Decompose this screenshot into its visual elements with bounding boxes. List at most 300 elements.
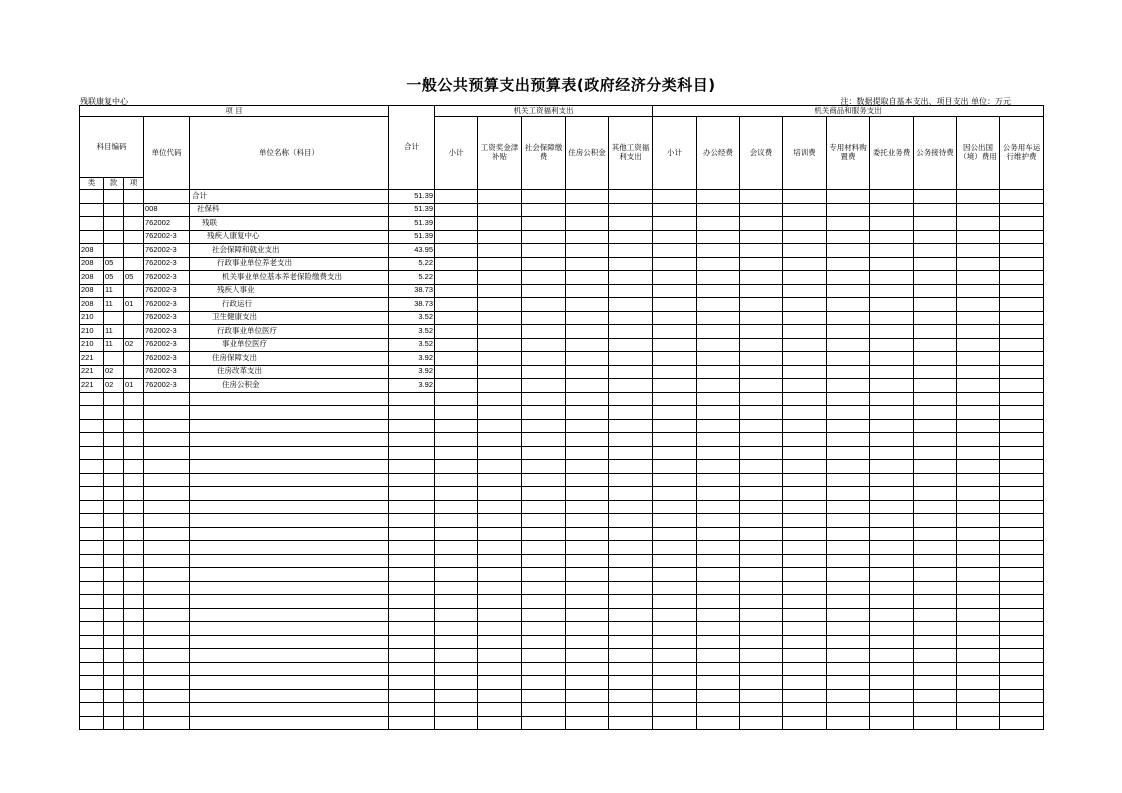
empty-cell (697, 271, 740, 285)
empty-cell (144, 568, 190, 582)
empty-cell (914, 676, 957, 690)
empty-cell (740, 311, 783, 325)
empty-cell (609, 460, 653, 474)
empty-cell (522, 419, 566, 433)
empty-cell (124, 392, 144, 406)
empty-cell (783, 433, 827, 447)
code-xiang: 05 (124, 271, 144, 285)
empty-cell (435, 554, 478, 568)
empty-cell (144, 419, 190, 433)
empty-cell (124, 635, 144, 649)
header-salary-wages: 工资奖金津补贴 (478, 117, 522, 190)
empty-cell (389, 541, 435, 555)
empty-cell (697, 365, 740, 379)
empty-cell (566, 352, 609, 366)
total-cell: 51.39 (389, 203, 435, 217)
empty-cell (478, 190, 522, 204)
empty-cell (80, 514, 104, 528)
empty-cell (1000, 527, 1044, 541)
empty-cell (80, 500, 104, 514)
empty-cell (697, 460, 740, 474)
empty-cell (566, 365, 609, 379)
empty-cell (435, 460, 478, 474)
table-row (80, 325, 1044, 339)
empty-cell (697, 527, 740, 541)
empty-cell (783, 622, 827, 636)
empty-cell (1000, 338, 1044, 352)
empty-cell (870, 392, 914, 406)
code-kuan: 11 (104, 325, 124, 339)
empty-cell (827, 338, 870, 352)
empty-cell (957, 622, 1000, 636)
unit-name-cell: 行政运行 (190, 298, 389, 312)
empty-cell (653, 365, 697, 379)
table-row (80, 257, 1044, 271)
empty-cell (957, 676, 1000, 690)
empty-cell (653, 649, 697, 663)
empty-cell (914, 365, 957, 379)
empty-cell (389, 595, 435, 609)
empty-cell (478, 406, 522, 420)
empty-cell (190, 581, 389, 595)
empty-cell (435, 257, 478, 271)
empty-cell (957, 649, 1000, 663)
empty-cell (957, 689, 1000, 703)
empty-cell (435, 365, 478, 379)
empty-cell (783, 338, 827, 352)
empty-cell (144, 716, 190, 730)
empty-cell (190, 514, 389, 528)
empty-cell (1000, 581, 1044, 595)
empty-cell (870, 190, 914, 204)
empty-cell (740, 419, 783, 433)
empty-cell (1000, 257, 1044, 271)
empty-cell (1000, 325, 1044, 339)
empty-cell (144, 662, 190, 676)
empty-cell (697, 622, 740, 636)
empty-cell (389, 460, 435, 474)
empty-cell (144, 392, 190, 406)
empty-cell (653, 608, 697, 622)
empty-cell (697, 689, 740, 703)
empty-cell (478, 311, 522, 325)
code-kuan: 02 (104, 365, 124, 379)
empty-cell (914, 635, 957, 649)
empty-cell (609, 217, 653, 231)
empty-cell (609, 284, 653, 298)
empty-cell (653, 662, 697, 676)
empty-cell (827, 190, 870, 204)
empty-cell (870, 433, 914, 447)
empty-cell (522, 190, 566, 204)
empty-cell (1000, 352, 1044, 366)
empty-cell (1000, 622, 1044, 636)
unit-note: 注：数据提取自基本支出、项目支出 单位：万元 (840, 97, 1011, 106)
header-salary-subtotal: 小计 (435, 117, 478, 190)
header-goods-entrusted: 委托业务费 (870, 117, 914, 190)
empty-cell (827, 325, 870, 339)
empty-cell (104, 608, 124, 622)
table-row (80, 487, 1044, 501)
unit-name-cell: 残联 (190, 217, 389, 231)
empty-cell (609, 365, 653, 379)
empty-cell (870, 608, 914, 622)
empty-cell (653, 554, 697, 568)
empty-cell (870, 635, 914, 649)
empty-cell (783, 365, 827, 379)
unit-name-cell: 行政事业单位医疗 (190, 325, 389, 339)
empty-cell (522, 541, 566, 555)
empty-cell (144, 460, 190, 474)
empty-cell (1000, 311, 1044, 325)
empty-cell (957, 244, 1000, 258)
empty-cell (870, 649, 914, 663)
empty-cell (957, 487, 1000, 501)
empty-cell (697, 203, 740, 217)
empty-cell (435, 338, 478, 352)
empty-cell (435, 446, 478, 460)
empty-cell (697, 649, 740, 663)
empty-cell (827, 217, 870, 231)
empty-cell (478, 554, 522, 568)
empty-cell (653, 703, 697, 717)
empty-cell (80, 676, 104, 690)
empty-cell (827, 460, 870, 474)
empty-cell (566, 703, 609, 717)
empty-cell (653, 433, 697, 447)
empty-cell (144, 500, 190, 514)
empty-cell (609, 446, 653, 460)
unit-code: 762002-3 (144, 298, 190, 312)
empty-cell (740, 203, 783, 217)
table-row (80, 230, 1044, 244)
empty-cell (740, 230, 783, 244)
empty-cell (144, 689, 190, 703)
empty-cell (435, 244, 478, 258)
empty-cell (870, 284, 914, 298)
empty-cell (827, 689, 870, 703)
empty-cell (827, 230, 870, 244)
empty-cell (104, 689, 124, 703)
empty-cell (653, 527, 697, 541)
empty-cell (957, 581, 1000, 595)
empty-cell (827, 662, 870, 676)
empty-cell (870, 473, 914, 487)
empty-cell (957, 271, 1000, 285)
empty-cell (389, 406, 435, 420)
code-kuan: 05 (104, 271, 124, 285)
empty-cell (522, 622, 566, 636)
code-xiang (124, 230, 144, 244)
empty-cell (522, 608, 566, 622)
empty-cell (478, 568, 522, 582)
empty-cell (697, 257, 740, 271)
empty-cell (144, 487, 190, 501)
empty-cell (914, 352, 957, 366)
unit-name-cell: 合计 (190, 190, 389, 204)
empty-cell (870, 271, 914, 285)
empty-cell (870, 311, 914, 325)
empty-cell (478, 649, 522, 663)
empty-cell (914, 203, 957, 217)
code-xiang (124, 257, 144, 271)
empty-cell (740, 433, 783, 447)
unit-code (144, 190, 190, 204)
empty-cell (827, 595, 870, 609)
empty-cell (697, 595, 740, 609)
empty-cell (522, 500, 566, 514)
empty-cell (957, 190, 1000, 204)
empty-cell (609, 419, 653, 433)
empty-cell (478, 595, 522, 609)
table-row (80, 244, 1044, 258)
empty-cell (740, 365, 783, 379)
empty-cell (827, 203, 870, 217)
empty-cell (435, 649, 478, 663)
empty-cell (697, 284, 740, 298)
header-code-kuan: 款 (104, 178, 124, 190)
empty-cell (478, 446, 522, 460)
empty-cell (783, 716, 827, 730)
empty-cell (522, 298, 566, 312)
header-salary-other: 其他工资福利支出 (609, 117, 653, 190)
empty-cell (827, 500, 870, 514)
empty-cell (783, 487, 827, 501)
empty-cell (478, 419, 522, 433)
empty-cell (435, 514, 478, 528)
empty-cell (870, 554, 914, 568)
header-goods-group: 机关商品和服务支出 (653, 106, 1044, 117)
empty-cell (566, 622, 609, 636)
code-xiang (124, 365, 144, 379)
empty-cell (522, 284, 566, 298)
empty-cell (144, 703, 190, 717)
empty-cell (783, 608, 827, 622)
empty-cell (957, 406, 1000, 420)
empty-cell (914, 703, 957, 717)
empty-cell (697, 379, 740, 393)
empty-cell (827, 514, 870, 528)
empty-cell (740, 271, 783, 285)
empty-cell (478, 676, 522, 690)
empty-cell (783, 352, 827, 366)
empty-cell (566, 406, 609, 420)
empty-cell (478, 622, 522, 636)
empty-cell (957, 446, 1000, 460)
empty-cell (827, 446, 870, 460)
empty-cell (80, 608, 104, 622)
empty-cell (124, 406, 144, 420)
empty-cell (522, 473, 566, 487)
empty-cell (566, 379, 609, 393)
empty-cell (1000, 473, 1044, 487)
empty-cell (914, 392, 957, 406)
empty-cell (740, 379, 783, 393)
code-kuan (104, 244, 124, 258)
empty-cell (435, 190, 478, 204)
empty-cell (653, 217, 697, 231)
code-lei: 208 (80, 284, 104, 298)
empty-cell (914, 271, 957, 285)
empty-cell (957, 595, 1000, 609)
empty-cell (435, 217, 478, 231)
empty-cell (435, 689, 478, 703)
code-lei: 221 (80, 379, 104, 393)
empty-cell (870, 568, 914, 582)
empty-cell (740, 541, 783, 555)
empty-cell (827, 433, 870, 447)
total-cell: 51.39 (389, 230, 435, 244)
empty-cell (80, 392, 104, 406)
empty-cell (740, 622, 783, 636)
empty-cell (957, 703, 1000, 717)
empty-cell (478, 325, 522, 339)
empty-cell (435, 311, 478, 325)
empty-cell (566, 541, 609, 555)
code-xiang (124, 352, 144, 366)
empty-cell (783, 379, 827, 393)
empty-cell (609, 608, 653, 622)
budget-table (79, 105, 1044, 730)
empty-cell (870, 325, 914, 339)
empty-cell (870, 446, 914, 460)
code-kuan (104, 203, 124, 217)
empty-cell (522, 460, 566, 474)
empty-cell (478, 257, 522, 271)
empty-cell (435, 487, 478, 501)
empty-cell (566, 473, 609, 487)
empty-cell (609, 649, 653, 663)
empty-cell (144, 649, 190, 663)
empty-cell (190, 689, 389, 703)
code-lei (80, 217, 104, 231)
empty-cell (914, 257, 957, 271)
empty-cell (957, 365, 1000, 379)
empty-cell (435, 527, 478, 541)
empty-cell (957, 460, 1000, 474)
code-kuan (104, 230, 124, 244)
empty-cell (104, 716, 124, 730)
empty-cell (389, 649, 435, 663)
empty-cell (697, 581, 740, 595)
empty-cell (522, 406, 566, 420)
empty-cell (190, 649, 389, 663)
total-cell: 3.52 (389, 311, 435, 325)
empty-cell (1000, 446, 1044, 460)
empty-cell (653, 230, 697, 244)
empty-cell (870, 514, 914, 528)
empty-cell (914, 244, 957, 258)
code-kuan (104, 217, 124, 231)
empty-cell (653, 689, 697, 703)
empty-cell (783, 419, 827, 433)
empty-cell (1000, 203, 1044, 217)
header-goods-reception: 公务接待费 (914, 117, 957, 190)
empty-cell (957, 473, 1000, 487)
empty-cell (566, 257, 609, 271)
empty-cell (124, 419, 144, 433)
unit-name-cell: 住房公积金 (190, 379, 389, 393)
code-xiang (124, 190, 144, 204)
header-goods-materials: 专用材料购置费 (827, 117, 870, 190)
table-row (80, 622, 1044, 636)
table-row (80, 568, 1044, 582)
empty-cell (740, 392, 783, 406)
empty-cell (566, 203, 609, 217)
header-goods-training: 培训费 (783, 117, 827, 190)
empty-cell (1000, 298, 1044, 312)
code-xiang: 02 (124, 338, 144, 352)
empty-cell (827, 487, 870, 501)
empty-cell (870, 365, 914, 379)
empty-cell (389, 500, 435, 514)
empty-cell (697, 473, 740, 487)
empty-cell (609, 622, 653, 636)
empty-cell (740, 446, 783, 460)
code-lei: 208 (80, 271, 104, 285)
code-lei: 210 (80, 325, 104, 339)
empty-cell (740, 554, 783, 568)
empty-cell (435, 608, 478, 622)
empty-cell (1000, 460, 1044, 474)
empty-cell (478, 392, 522, 406)
empty-cell (144, 622, 190, 636)
empty-cell (870, 595, 914, 609)
empty-cell (124, 500, 144, 514)
header-subject-code: 科目编码 (80, 117, 144, 178)
code-xiang (124, 217, 144, 231)
empty-cell (957, 568, 1000, 582)
empty-cell (653, 406, 697, 420)
empty-cell (609, 716, 653, 730)
empty-cell (389, 433, 435, 447)
empty-cell (389, 581, 435, 595)
empty-cell (144, 635, 190, 649)
code-kuan: 02 (104, 379, 124, 393)
empty-cell (914, 581, 957, 595)
table-row (80, 392, 1044, 406)
empty-cell (914, 230, 957, 244)
empty-cell (144, 446, 190, 460)
empty-cell (653, 514, 697, 528)
empty-cell (80, 568, 104, 582)
empty-cell (190, 622, 389, 636)
empty-cell (957, 298, 1000, 312)
empty-cell (522, 635, 566, 649)
empty-cell (435, 284, 478, 298)
empty-cell (522, 379, 566, 393)
empty-cell (783, 473, 827, 487)
empty-cell (80, 635, 104, 649)
empty-cell (522, 676, 566, 690)
empty-cell (609, 487, 653, 501)
empty-cell (697, 392, 740, 406)
empty-cell (653, 460, 697, 474)
empty-cell (124, 541, 144, 555)
empty-cell (697, 635, 740, 649)
empty-cell (190, 446, 389, 460)
empty-cell (522, 514, 566, 528)
empty-cell (827, 311, 870, 325)
empty-cell (914, 716, 957, 730)
empty-cell (870, 217, 914, 231)
empty-cell (124, 554, 144, 568)
empty-cell (609, 379, 653, 393)
empty-cell (190, 392, 389, 406)
empty-cell (478, 338, 522, 352)
table-row (80, 203, 1044, 217)
empty-cell (740, 500, 783, 514)
